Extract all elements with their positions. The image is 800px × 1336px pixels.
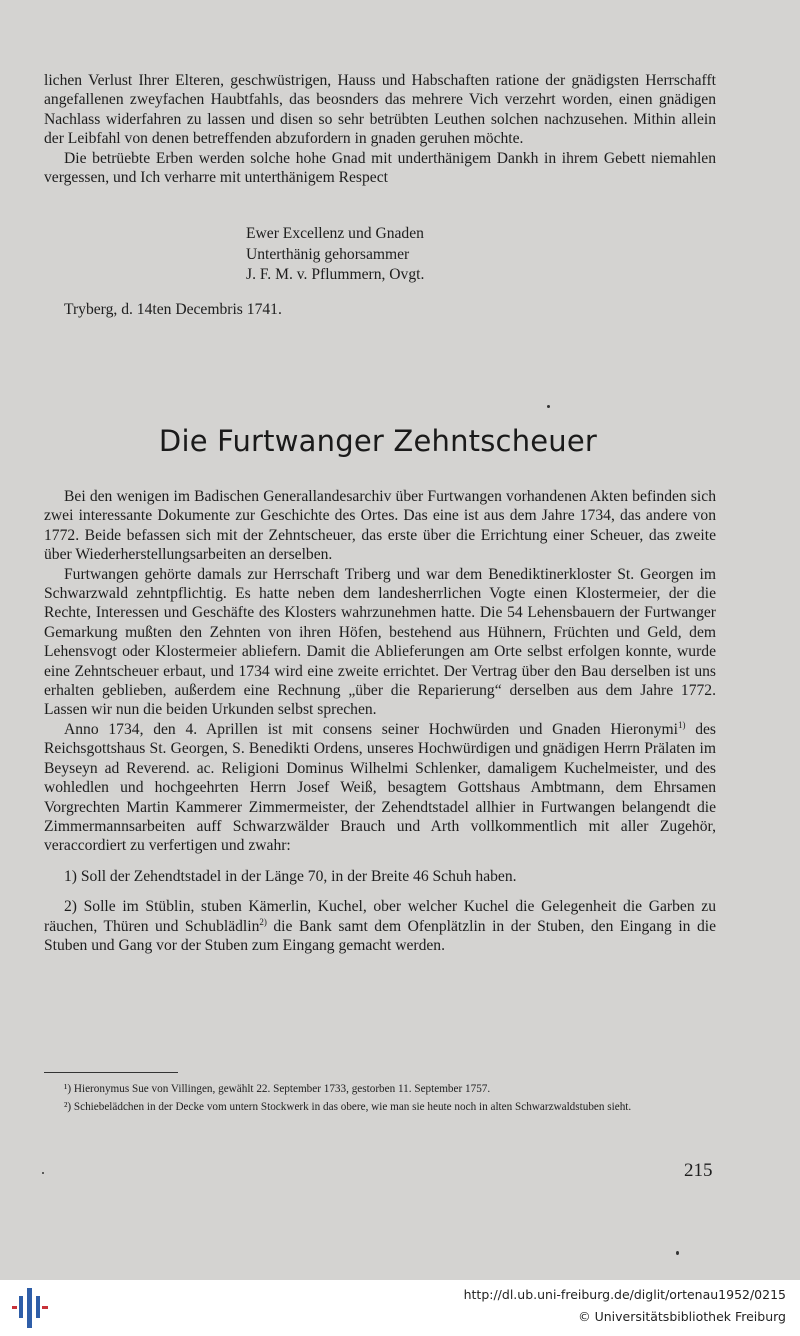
paragraph-3-text-b: des Reichsgottshaus St. Georgen, S. Benedikti Ordens, unseres Hochwürdigen und gnädigen Herrn Prälaten im Beyseyn ad Reverend. ac. Religioni Dominus Wilhelmi Schlenker, damaligem Kuchelmeister, und des wohledlen und hochgeehrten Herrn Josef Weiß, besagtem Gottshaus Ambtmann, dem Ehrsamen Vorgrechten Martin Kammerer Zimmermeister, der Zehendtstadel allhier in Furtwangen belangendt die Zimmermannsarbeiten auff Schwarzwälder Brauch und Arth vollkommentlich mit aller Zugehör, veraccordiert zu verfertigen und zwahr: [44, 720, 716, 855]
article-title: Die Furtwanger Zehntscheuer [158, 424, 598, 458]
footnotes [44, 1081, 716, 1116]
footer-bar [0, 1280, 800, 1336]
item-2-text-b: die Bank samt dem Ofenplätzlin in der Stuben, den Eingang in die Stuben und Gang vor der Stuben zum Eingang gemacht werden. [44, 917, 717, 954]
article-body [44, 487, 716, 955]
item-2-text-a: 2) Solle im Stüblin, stuben Kämerlin, Kuchel, ober welcher Kuchel die Gelegenheit die Garben zu räuchen, Thüren und Schublädlin [44, 898, 716, 935]
page-number: 215 [684, 1160, 713, 1181]
ub-freiburg-logo-icon [10, 1286, 50, 1330]
closing-line-2: Unterthänig gehorsammer [246, 245, 410, 263]
letter-paragraph-1: lichen Verlust Ihrer Elteren, geschwüstrigen, Hauss und Habschaften ratione der gnädigsten Herrschafft angefallenen zweyfachen Haubtfahls, das beosnders das mehrere Vich verzehrt worden, einen gnädigen Nachlass widerfahren zu lassen und disen so sehr betrübten Leuthen solchen nachzusehen. Mithin allein der Leibfahl von denen betreffenden abzufordern in gnaden geruhen möchte. [44, 72, 716, 148]
scan-speck [42, 1172, 44, 1174]
letter-closing [246, 224, 424, 286]
article-paragraph-2: Furtwangen gehörte damals zur Herrschaft Triberg und war dem Benediktinerkloster St. Georgen im Schwarzwald zehntpflichtig. Es hatte neben dem landesherrlichen Vogte einen Klostermeier, der die Rechte, Interessen und Geschäfte des Klosters wahrzunehmen hatte. Die 54 Lehensbauern der Furtwanger Gemarkung mußten den Zehnten von ihren Höfen, bestehend aus Hühnern, Früchten und Geld, dem Lehensvogt oder Klostermeier abliefern. Damit die Ablieferungen am Orte selbst erfolgen konnte, wurde eine Zehntscheuer erbaut, und 1734 wird eine zweite errichtet. Der Vertrag über den Bau derselben ist uns erhalten geblieben, außerdem eine Rechnung „über die Reparierung“ derselben aus dem Jahre 1772. Lassen wir nun die beiden Urkunden selbst sprechen. [44, 565, 716, 719]
closing-line-1: Ewer Excellenz und Gnaden [246, 225, 424, 242]
closing-signature: J. F. M. v. Pflummern, Ovgt. [246, 266, 425, 283]
letter-place-date: Tryberg, d. 14ten Decembris 1741. [64, 301, 282, 318]
letter-paragraph-2: Die betrüebte Erben werden solche hohe Gnad mit underthänigem Dankh in ihrem Gebett niemahlen vergessen, und Ich verharre mit unterthänigem Respect [44, 149, 716, 187]
footnote-1: ¹) Hieronymus Sue von Villingen, gewählt 22. September 1733, gestorben 11. September 1757. [64, 1083, 491, 1095]
footnote-ref-2: 2) [259, 916, 267, 927]
footnote-divider [44, 1072, 178, 1073]
letter-body [44, 71, 716, 187]
contract-item-1: 1) Soll der Zehendtstadel in der Länge 70, in der Breite 46 Schuh haben. [64, 867, 517, 885]
paragraph-3-text-a: Anno 1734, den 4. Aprillen ist mit consens seiner Hochwürden und Gnaden Hieronymi [64, 720, 678, 738]
permalink-url[interactable]: http://dl.ub.uni-freiburg.de/diglit/ortenau1952/0215 [463, 1287, 786, 1302]
scan-speck [676, 1251, 679, 1255]
scan-speck [547, 405, 550, 408]
contract-item-2 [44, 897, 716, 955]
copyright-notice: © Universitätsbibliothek Freiburg [578, 1309, 786, 1324]
footnote-ref-1: 1) [677, 719, 686, 730]
article-paragraph-3 [44, 720, 716, 856]
footnote-2: ²) Schiebelädchen in der Decke vom untern Stockwerk in das obere, wie man sie heute noch in alten Schwarzwaldstuben sieht. [64, 1100, 632, 1113]
article-paragraph-1: Bei den wenigen im Badischen Generallandesarchiv über Furtwangen vorhandenen Akten befinden sich zwei interessante Dokumente zur Geschichte des Ortes. Das eine ist aus dem Jahre 1734, das andere von 1772. Beide befassen sich mit der Zehntscheuer, das erste über die Errichtung einer Scheuer, das zweite über Wiederherstellungsarbeiten an derselben. [44, 488, 716, 564]
